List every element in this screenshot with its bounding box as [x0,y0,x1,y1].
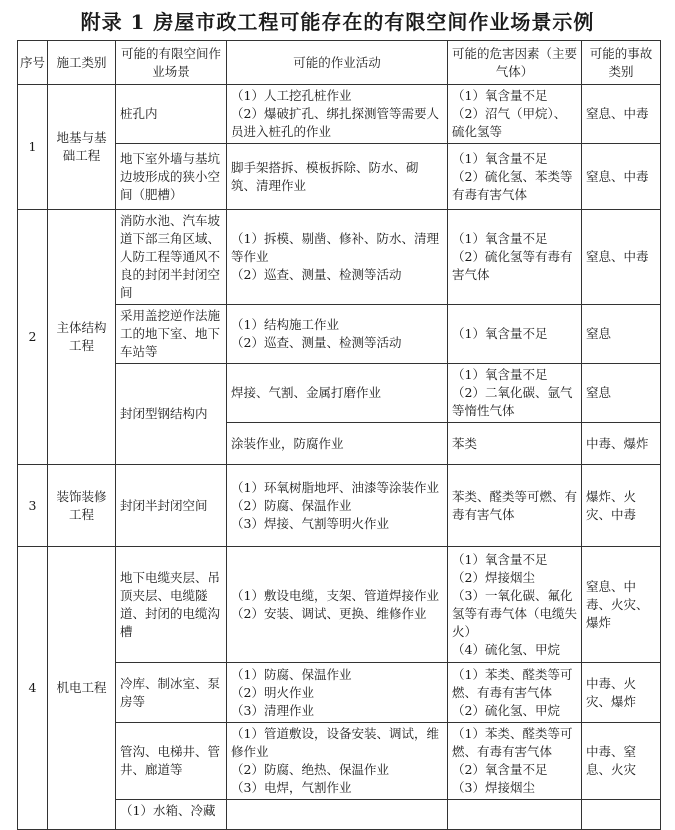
activity-line: 涂装作业，防腐作业 [231,435,344,451]
activity-line: （1）环氧树脂地坪、油漆等涂装作业 [231,479,439,495]
activity-cell [227,423,448,465]
accident-cell: 中毒、火灾、爆炸 [582,663,661,723]
activity-line: （2）巡查、测量、检测等活动 [231,267,402,282]
activity-line: （2）安装、调试、更换、维修作业 [231,605,427,621]
hazard-line: （1）氧含量不足 [452,367,548,382]
group-category: 主体结构工程 [48,210,116,465]
group-no: 2 [18,210,48,465]
hazard-line: （2）硫化氢、甲烷 [452,702,560,718]
activity-line: （1）人工挖孔桩作业 [231,88,352,103]
accident-cell: 中毒、窒息、火灾 [582,723,661,800]
scene-cell: 管沟、电梯井、管井、廊道等 [116,723,227,800]
table-row [18,85,661,144]
hazard-line: （2）氧含量不足 [452,762,548,777]
header-accident: 可能的事故类别 [582,41,661,85]
scene-cell: 桩孔内 [116,85,227,144]
accident-cell: 中毒、爆炸 [582,423,661,465]
scene-cell: （1）水箱、冷藏 [116,800,227,830]
activity-cell [227,547,448,663]
header-no: 序号 [18,41,48,85]
hazard-line: （2）硫化氢等有毒有害气体 [452,249,573,282]
hazard-line: （1）苯类、醛类等可燃、有毒有害气体 [452,666,573,700]
group-category: 装饰装修工程 [48,465,116,547]
scene-cell: 消防水池、汽车坡道下部三角区域、人防工程等通风不良的封闭半封闭空间 [116,210,227,305]
activity-cell [227,144,448,210]
scene-cell: 封闭半封闭空间 [116,465,227,547]
activity-cell [227,723,448,800]
activity-line: （3）电焊，气割作业 [231,780,352,795]
hazard-cell [448,423,582,465]
hazard-line: （1）苯类、醛类等可燃、有毒有害气体 [452,726,573,759]
hazard-line: （1）氧含量不足 [452,326,548,341]
activity-cell [227,465,448,547]
activity-cell [227,305,448,364]
header-activity: 可能的作业活动 [227,41,448,85]
hazard-line: （1）氧含量不足 [452,231,548,246]
accident-cell: 窒息 [582,364,661,423]
hazard-cell [448,210,582,305]
header-category: 施工类别 [48,41,116,85]
hazard-cell [448,663,582,723]
activity-line: （3）清理作业 [231,702,314,718]
hazard-line: （1）氧含量不足 [452,88,548,103]
hazard-line: 苯类 [452,435,478,451]
activity-line: （1）防腐、保温作业 [231,666,352,682]
scene-cell: 地下室外墙与基坑边坡形成的狭小空间（肥槽） [116,144,227,210]
hazard-cell [448,800,582,830]
hazard-cell [448,723,582,800]
table-row [18,547,661,663]
activity-line: （2）防腐、绝热、保温作业 [231,762,389,777]
hazard-line: （3）焊接烟尘 [452,780,535,795]
activity-line: （1）拆模、剔凿、修补、防水、清理等作业 [231,231,439,264]
hazard-line: （2）沼气（甲烷）、硫化氢等 [452,106,567,139]
hazard-line: （3）一氧化碳、氟化氢等有毒气体（电缆失火） [452,587,578,639]
activity-line: （2）爆破扩孔、绑扎探测管等需要人员进入桩孔的作业 [231,106,439,139]
activity-cell [227,663,448,723]
hazard-cell [448,364,582,423]
scene-cell: 封闭型钢结构内 [116,364,227,465]
hazard-line: （4）硫化氢、甲烷 [452,641,560,657]
hazard-cell [448,305,582,364]
activity-line: （2）巡查、测量、检测等活动 [231,335,402,350]
activity-cell [227,210,448,305]
header-hazard: 可能的危害因素（主要气体） [448,41,582,85]
scene-cell: 采用盖挖逆作法施工的地下室、地下车站等 [116,305,227,364]
hazard-cell [448,85,582,144]
activity-line: （2）明火作业 [231,684,314,700]
scene-cell: 地下电缆夹层、吊顶夹层、电缆隧道、封闭的电缆沟槽 [116,547,227,663]
group-category: 机电工程 [48,547,116,830]
table-row [18,210,661,305]
activity-line: 焊接、气割、金属打磨作业 [231,385,382,400]
hazard-line: 苯类、醛类等可燃、有毒有害气体 [452,488,578,522]
activity-line: （1）敷设电缆，支架、管道焊接作业 [231,587,439,603]
confined-space-table [17,40,661,830]
activity-cell [227,85,448,144]
group-no: 1 [18,85,48,210]
page-title: 附录 1 房屋市政工程可能存在的有限空间作业场景示例 [80,10,595,34]
activity-cell [227,364,448,423]
hazard-cell [448,465,582,547]
activity-line: （1）结构施工作业 [231,317,339,332]
hazard-cell [448,547,582,663]
scene-cell: 冷库、制冰室、泵房等 [116,663,227,723]
activity-line: （3）焊接、气割等明火作业 [231,515,389,531]
group-category: 地基与基础工程 [48,85,116,210]
group-no: 4 [18,547,48,830]
group-no: 3 [18,465,48,547]
activity-line: （1）管道敷设，设备安装、调试，维修作业 [231,726,439,759]
hazard-line: （2）硫化氢、苯类等有毒有害气体 [452,168,573,202]
activity-cell [227,800,448,830]
hazard-line: （2）焊接烟尘 [452,569,535,585]
hazard-line: （1）氧含量不足 [452,551,548,567]
accident-cell: 窒息 [582,305,661,364]
accident-cell: 窒息、中毒 [582,210,661,305]
accident-cell: 窒息、中毒 [582,144,661,210]
accident-cell: 窒息、中毒、火灾、爆炸 [582,547,661,663]
accident-cell: 爆炸、火灾、中毒 [582,465,661,547]
table-row [18,465,661,547]
hazard-line: （2）二氧化碳、氩气等惰性气体 [452,385,573,418]
accident-cell [582,800,661,830]
hazard-cell [448,144,582,210]
accident-cell: 窒息、中毒 [582,85,661,144]
activity-line: 脚手架搭拆、模板拆除、防水、砌筑、清理作业 [231,159,419,193]
header-scene: 可能的有限空间作业场景 [116,41,227,85]
hazard-line: （1）氧含量不足 [452,150,548,166]
activity-line: （2）防腐、保温作业 [231,497,352,513]
